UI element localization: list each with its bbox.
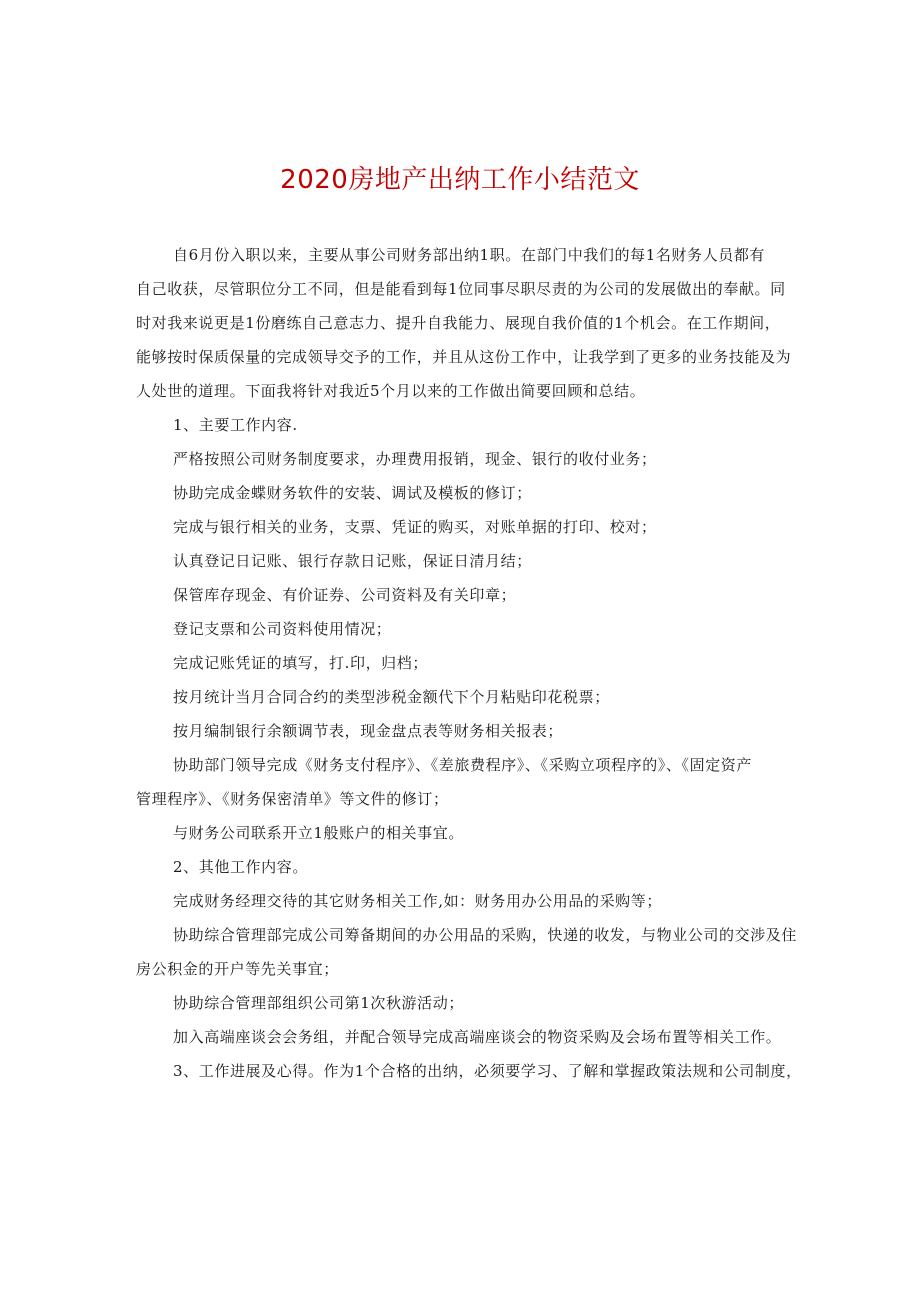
procurement-line: 房公积金的开户等先关事宜； (136, 960, 339, 978)
intro-paragraph (136, 238, 802, 408)
section-2-item: 完成财务经理交待的其它财务相关工作,如：财务用办公用品的采购等； (173, 892, 662, 910)
intro-line: 能够按时保质保量的完成领导交予的工作，并且从这份工作中，让我学到了更多的业务技能及为 (136, 348, 792, 366)
intro-line: 人处世的道理。下面我将针对我近5个月以来的工作做出简要回顾和总结。 (136, 382, 646, 400)
document-body (136, 238, 802, 1088)
section-1-item: 严格按照公司财务制度要求，办理费用报销，现金、银行的收付业务； (173, 450, 657, 468)
section-1-item: 按月编制银行余额调节表，现金盘点表等财务相关报表； (173, 722, 564, 740)
section-1-item: 完成记账凭证的填写，打.印，归档； (173, 654, 428, 672)
procurement-line: 协助综合管理部完成公司筹备期间的办公用品的采购，快递的收发，与物业公司的交涉及住 (173, 926, 798, 944)
revision-line: 协助部门领导完成《财务支付程序》、《差旅费程序》、《采购立项程序的》、《固定资产 (173, 756, 753, 774)
section-1-item: 保管库存现金、有价证券、公司资料及有关印章； (173, 586, 517, 604)
section-2-item-procurement (136, 918, 802, 986)
section-1-heading: 1、主要工作内容. (173, 416, 298, 434)
section-1-item: 与财务公司联系开立1般账户的相关事宜。 (173, 824, 464, 842)
section-1-item: 协助完成金蝶财务软件的安装、调试及模板的修订； (173, 484, 532, 502)
intro-line: 自6月份入职以来，主要从事公司财务部出纳1职。在部门中我们的每1名财务人员都有 (173, 246, 766, 264)
section-1-item: 按月统计当月合同合约的类型涉税金额代下个月粘贴印花税票； (173, 688, 610, 706)
document-title: 2020房地产出纳工作小结范文 (280, 165, 640, 195)
section-1-item-revision (136, 748, 802, 816)
section-2-heading: 2、其他工作内容。 (173, 858, 308, 876)
section-1-item: 完成与银行相关的业务，支票、凭证的购买，对账单据的打印、校对； (173, 518, 657, 536)
section-1-item: 认真登记日记账、银行存款日记账，保证日清月结； (173, 552, 532, 570)
section-3-line: 3、工作进展及心得。作为1个合格的出纳，必须要学习、了解和掌握政策法规和公司制度， (173, 1062, 802, 1080)
section-2-item: 加入高端座谈会会务组，并配合领导完成高端座谈会的物资采购及会场布置等相关工作。 (173, 1028, 782, 1046)
section-1-item: 登记支票和公司资料使用情况； (173, 620, 392, 638)
intro-line: 自己收获，尽管职位分工不同，但是能看到每1位同事尽职尽责的为公司的发展做出的奉献。同 (136, 280, 786, 298)
revision-line: 管理程序》、《财务保密清单》等文件的修订； (136, 790, 449, 808)
intro-line: 时对我来说更是1份磨练自己意志力、提升自我能力、展现自我价值的1个机会。在工作期间， (136, 314, 781, 332)
section-2-item: 协助综合管理部组织公司第1次秋游活动； (173, 994, 464, 1012)
